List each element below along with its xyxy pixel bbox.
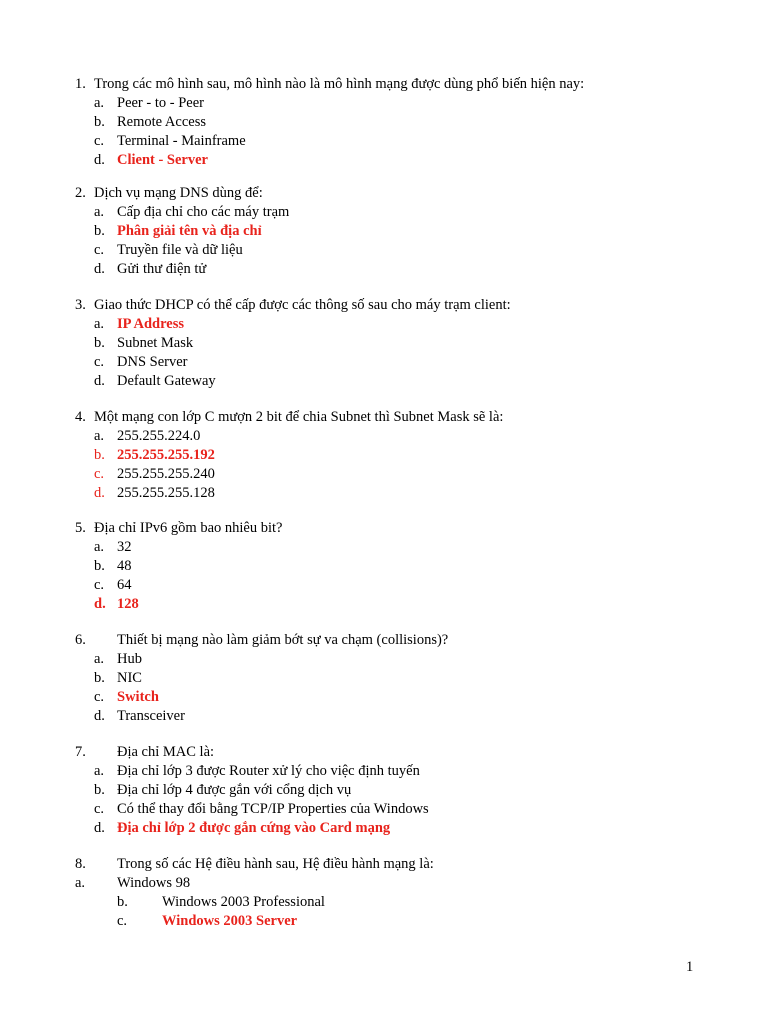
option-letter: d. [94,261,105,277]
option-letter: a. [94,428,105,444]
option-text: 48 [117,558,132,574]
option-letter: c. [94,354,105,370]
option-text: NIC [117,670,142,686]
option-letter: b. [94,335,105,351]
correct-answer: Windows 2003 Server [162,913,298,929]
option-letter: d. [94,596,106,612]
correct-answer: 255.255.255.192 [117,447,215,463]
option-text: Transceiver [117,708,185,724]
option-text: Có thể thay đổi bằng TCP/IP Properties của Windows [117,801,429,817]
option-text: Địa chỉ lớp 4 được gắn với cổng dịch vụ [117,782,352,798]
correct-answer: 128 [117,596,139,612]
option-letter: b. [94,670,105,686]
option-letter: a. [75,875,86,891]
option-letter: c. [94,801,105,817]
option-letter: b. [117,894,128,910]
option-text: Terminal - Mainframe [117,133,246,149]
option-letter: c. [117,913,128,929]
option-text: 255.255.255.128 [117,485,215,501]
option-text: Remote Access [117,114,206,130]
option-letter: b. [94,447,105,463]
correct-answer: IP Address [117,316,185,332]
question-number: 7. [75,744,86,760]
question-text: Địa chỉ MAC là: [117,744,215,760]
correct-answer: Phân giải tên và địa chỉ [117,223,262,239]
option-text: Default Gateway [117,373,216,389]
option-letter: a. [94,316,105,332]
option-letter: d. [94,820,105,836]
question-number: 4. [75,409,86,425]
option-text: Địa chỉ lớp 3 được Router xử lý cho việc định tuyến [117,763,420,779]
option-text: Windows 98 [117,875,191,891]
option-letter: c. [94,577,105,593]
option-text: Gửi thư điện tử [117,261,207,277]
option-text: 64 [117,577,132,593]
option-letter: c. [94,466,105,482]
option-text: 255.255.255.240 [117,466,215,482]
option-letter: c. [94,242,105,258]
option-letter: b. [94,223,105,239]
option-text: Hub [117,651,142,667]
option-letter: b. [94,558,105,574]
option-letter: d. [94,152,105,168]
option-letter: c. [94,133,105,149]
question-number: 5. [75,520,86,536]
option-letter: a. [94,95,105,111]
option-letter: a. [94,651,105,667]
question-number: 1. [75,76,86,92]
question-text: Địa chỉ IPv6 gồm bao nhiêu bit? [94,520,283,536]
page-number: 1 [686,959,694,975]
option-text: Peer - to - Peer [117,95,204,111]
question-text: Trong các mô hình sau, mô hình nào là mô hình mạng được dùng phổ biến hiện nay: [94,76,585,92]
correct-answer: Địa chỉ lớp 2 được gắn cứng vào Card mạng [117,820,391,836]
option-text: 32 [117,539,132,555]
question-number: 3. [75,297,86,313]
option-text: Truyền file và dữ liệu [117,242,243,258]
correct-answer: Client - Server [117,152,208,168]
question-number: 8. [75,856,86,872]
option-letter: b. [94,114,105,130]
question-text: Dịch vụ mạng DNS dùng để: [94,185,263,201]
correct-answer: Switch [117,689,159,705]
option-letter: a. [94,204,105,220]
option-text: Subnet Mask [117,335,194,351]
question-text: Một mạng con lớp C mượn 2 bit để chia Subnet thì Subnet Mask sẽ là: [94,409,504,425]
option-text: Windows 2003 Professional [162,894,325,910]
question-text: Thiết bị mạng nào làm giảm bớt sự va chạm (collisions)? [117,632,449,648]
option-letter: b. [94,782,105,798]
option-letter: d. [94,708,105,724]
question-text: Trong số các Hệ điều hành sau, Hệ điều hành mạng là: [117,856,434,872]
option-text: Cấp địa chỉ cho các máy trạm [117,204,290,220]
question-number: 6. [75,632,86,648]
question-number: 2. [75,185,86,201]
option-text: DNS Server [117,354,188,370]
option-letter: a. [94,763,105,779]
option-letter: c. [94,689,105,705]
question-text: Giao thức DHCP có thể cấp được các thông số sau cho máy trạm client: [94,297,511,313]
option-letter: a. [94,539,105,555]
option-letter: d. [94,485,105,501]
option-letter: d. [94,373,105,389]
option-text: 255.255.224.0 [117,428,201,444]
